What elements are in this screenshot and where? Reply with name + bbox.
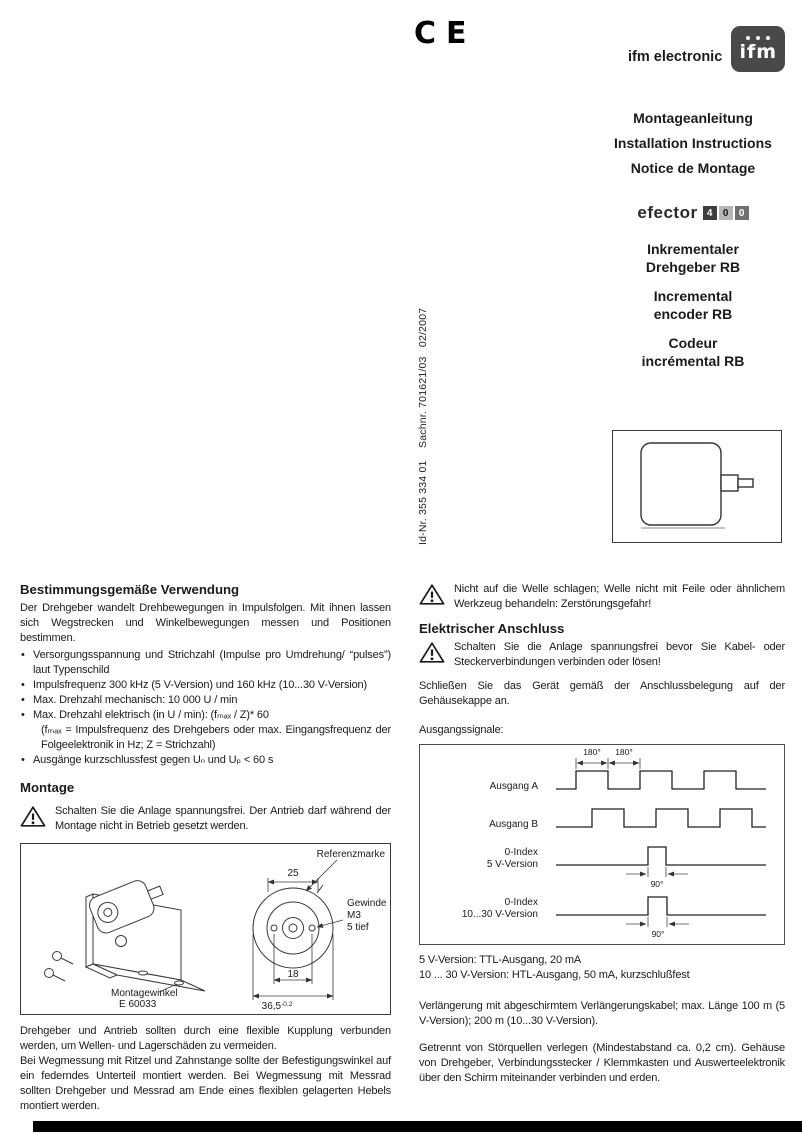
product-title-line: Incremental — [653, 288, 733, 304]
dimension-lines — [159, 860, 343, 1000]
mounting-figure — [20, 843, 391, 1015]
efector-logo-text: efector — [637, 203, 698, 222]
list-item: • Max. Drehzahl mechanisch: 10 000 U / min — [20, 693, 391, 708]
right-column — [419, 582, 785, 1086]
encoder-body — [641, 443, 721, 525]
paragraph: Der Drehgeber wandelt Drehbewegungen in Impulsfolgen. Mit ihnen lassen sich Wegstrecken und Winkelbewegungen messen und Positionen bestimmen. — [20, 602, 391, 644]
warning-icon — [20, 805, 46, 828]
dim-90-1: 90° — [650, 879, 664, 889]
dim-180-1: 180° — [583, 747, 601, 757]
paragraph: Getrennt von Störquellen verlegen (Mindestabstand ca. 0,2 cm). Gehäuse von Drehgeber, Verbindungsstecker / Klemmkasten und Auswerteelektronik über den Schirm miteinander verbinden und erden. — [419, 1042, 785, 1084]
title-german: Montageanleitung — [633, 110, 753, 126]
list-item: • Impulsfrequenz 300 kHz (5 V-Version) und 160 kHz (10...30 V-Version) — [20, 678, 391, 693]
product-title-en — [586, 287, 800, 323]
footer-bar — [33, 1121, 802, 1132]
mounting-bracket-drawing — [45, 873, 206, 991]
title-english: Installation Instructions — [614, 135, 772, 151]
paragraph: Schließen Sie das Gerät gemäß der Anschlussbelegung auf der Gehäusekappe an. — [419, 680, 785, 707]
signal-label-zindex-30v: 0-Index — [504, 897, 538, 908]
signal-label-b: Ausgang B — [489, 819, 538, 830]
warning-note — [419, 640, 785, 670]
signals-caption: Ausgangssignale: — [419, 724, 504, 736]
product-title-line: incrémental RB — [641, 353, 745, 369]
label-montagewinkel: Montagewinkel — [111, 988, 178, 999]
signal-diagram — [419, 744, 785, 945]
section-heading-montage: Montage — [20, 780, 75, 795]
encoder-drawing — [613, 431, 781, 541]
product-title-fr — [586, 334, 800, 370]
warning-text: Schalten Sie die Anlage spannungsfrei bevor Sie Kabel- oder Steckerverbindungen verbinden oder lösen! — [454, 641, 785, 668]
warning-icon — [419, 583, 445, 606]
mounting-drawing — [21, 844, 387, 1013]
warning-text: Schalten Sie die Anlage spannungsfrei. Der Antrieb darf während der Montage nicht in Betrieb gesetzt werden. — [55, 805, 391, 832]
brand-block — [628, 26, 785, 72]
dim-90-2: 90° — [651, 929, 665, 939]
left-column — [20, 582, 391, 1114]
label-montagewinkel-number: E 60033 — [119, 999, 157, 1010]
brand-text: ifm electronic — [628, 49, 723, 65]
efector-digit: 4 — [703, 206, 717, 220]
ifm-logo — [731, 26, 785, 72]
product-figure — [612, 430, 782, 543]
encoder-front-view — [253, 885, 333, 968]
label-gewinde-tief: 5 tief — [347, 922, 369, 933]
list-item: • Versorgungsspannung und Strichzahl (Impulse pro Umdrehung/ “pulses”) laut Typenschild — [20, 648, 391, 678]
label-gewinde-m3: M3 — [347, 910, 361, 921]
paragraph: Bei Wegmessung mit Ritzel und Zahnstange sollte der Befestigungswinkel auf ein federndes Unterteil montiert werden. Bei Wegmessung mit Messrad sollten Drehgeber und Messrad am Ende eines flexiblen gelagerten Hebels montiert werden. — [20, 1055, 391, 1112]
product-title-line: Inkrementaler — [647, 241, 739, 257]
efector-logo — [586, 203, 800, 223]
waveform-a — [556, 771, 766, 789]
list-item: • Max. Drehzahl elektrisch (in U / min): (fₘₐₓ / Z)* 60 — [20, 708, 391, 723]
dim-18: 18 — [287, 969, 299, 980]
signal-timing-drawing — [420, 745, 783, 943]
signal-label-zindex-5v: 0-Index — [504, 847, 538, 858]
signal-label-zindex-5v-version: 5 V-Version — [486, 859, 538, 870]
efector-digit: 0 — [719, 206, 733, 220]
screw-icon — [53, 952, 62, 961]
paragraph: Drehgeber und Antrieb sollten durch eine flexible Kupplung verbunden werden, um Wellen- und Lagerschäden zu vermeiden. — [20, 1025, 391, 1052]
warning-text: Nicht auf die Welle schlagen; Welle nicht mit Feile oder ähnlichem Werkzeug behandeln: Zerstörungsgefahr! — [454, 583, 785, 610]
section-heading-usage: Bestimmungsgemäße Verwendung — [20, 582, 240, 597]
paragraph: Verlängerung mit abgeschirmtem Verlängerungskabel; max. Länge 100 m (5 V-Version); 200 m (10...30 V-Version). — [419, 1000, 785, 1027]
ce-mark: CE — [414, 16, 477, 51]
spec-30v: 10 ... 30 V-Version: HTL-Ausgang, 50 mA, kurzschlußfest — [419, 969, 690, 981]
ifm-logo-text: ifm — [739, 41, 778, 63]
section-heading-electrical: Elektrischer Anschluss — [419, 621, 565, 636]
label-gewinde: Gewinde — [347, 898, 387, 909]
warning-note — [20, 804, 391, 834]
dim-25: 25 — [287, 868, 299, 879]
signal-label-zindex-30v-version: 10...30 V-Version — [461, 909, 538, 920]
bullet-list — [20, 648, 391, 768]
product-title-line: encoder RB — [653, 306, 733, 322]
document-id-sidenote: Id-Nr. 355 334 01 Sachnr. 701621/03 02/2007 — [417, 307, 429, 545]
warning-icon — [419, 641, 445, 664]
waveform-zindex-5v — [556, 847, 766, 865]
ifm-logo-dots-icon — [746, 36, 770, 40]
product-title-line: Drehgeber RB — [645, 259, 741, 275]
product-title-de — [586, 240, 800, 276]
waveform-zindex-30v — [556, 897, 766, 915]
list-item-continuation: (fₘₐₓ = Impulsfrequenz des Drehgebers oder max. Eingangsfrequenz der Folgeelektronik in Hz; Z = Strichzahl) — [41, 724, 391, 751]
encoder-shaft — [738, 479, 753, 487]
signal-label-a: Ausgang A — [489, 781, 538, 792]
list-item: • Ausgänge kurzschlussfest gegen Uₙ und Uₚ < 60 s — [20, 753, 391, 768]
encoder-shaft-step — [721, 475, 738, 491]
dim-180-2: 180° — [615, 747, 633, 757]
warning-note — [419, 582, 785, 612]
product-title-line: Codeur — [668, 335, 718, 351]
product-titles — [586, 240, 800, 381]
document-titles — [586, 110, 800, 185]
dim-36-5: $36,5^{-0.2}$ — [261, 1001, 293, 1012]
title-french: Notice de Montage — [630, 160, 756, 176]
screw-icon — [45, 969, 54, 978]
waveform-b — [556, 809, 766, 827]
spec-5v: 5 V-Version: TTL-Ausgang, 20 mA — [419, 954, 582, 966]
label-referenzmarke: Referenzmarke — [316, 849, 385, 860]
efector-digit: 0 — [735, 206, 749, 220]
